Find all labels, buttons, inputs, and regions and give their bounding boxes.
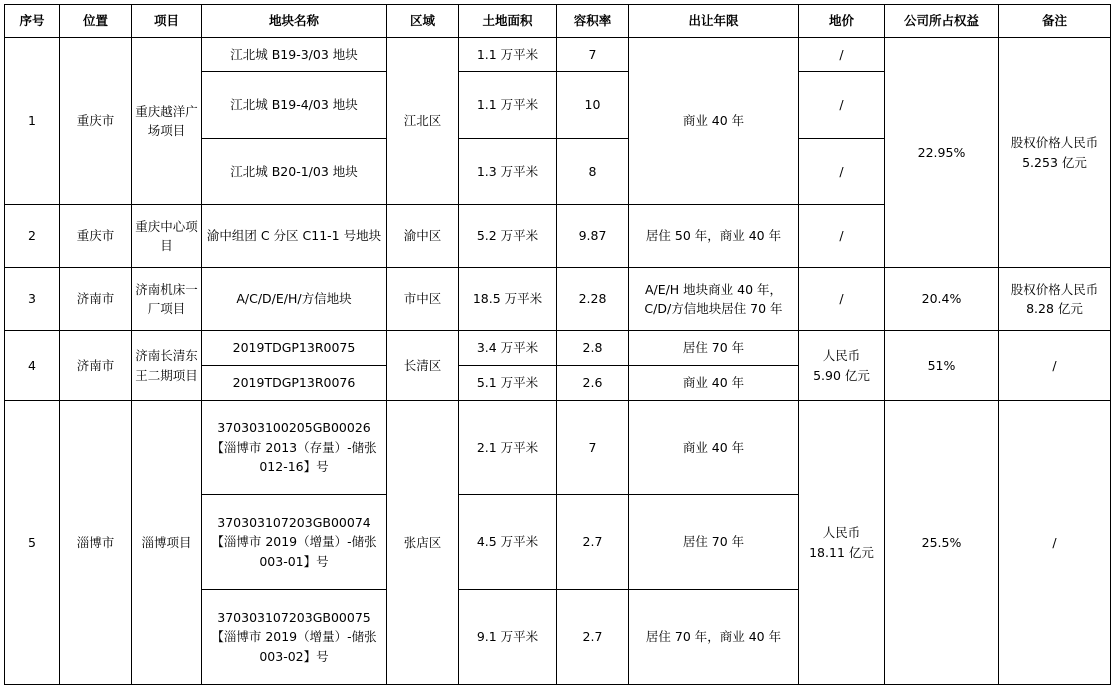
remarks-cell: 股权价格人民币 8.28 亿元: [999, 268, 1111, 331]
lease-term-cell: 商业 40 年: [629, 366, 799, 401]
remarks-cell: 股权价格人民币 5.253 亿元: [999, 38, 1111, 268]
header-row: [5, 5, 1111, 38]
lease-term-cell: 商业 40 年: [629, 38, 799, 205]
plot-name-cell: 2019TDGP13R0076: [202, 366, 387, 401]
location-cell: 重庆市: [60, 38, 132, 205]
lease-term-cell: 居住 70 年: [629, 495, 799, 590]
row-no: 2: [5, 205, 60, 268]
plot-ratio-cell: 2.7: [557, 590, 629, 685]
location-cell: 济南市: [60, 268, 132, 331]
location-cell: 淄博市: [60, 401, 132, 685]
header-district: 区域: [387, 5, 459, 38]
plot-name-cell: A/C/D/E/H/方信地块: [202, 268, 387, 331]
plot-name-cell: 370303107203GB00075 【淄博市 2019（增量）-储张 003-02】号: [202, 590, 387, 685]
remarks-cell: /: [999, 401, 1111, 685]
land-price-cell: /: [799, 139, 885, 205]
plot-name-cell: 370303107203GB00074 【淄博市 2019（增量）-储张 003-01】号: [202, 495, 387, 590]
district-cell: 长清区: [387, 331, 459, 401]
land-area-cell: 9.1 万平米: [459, 590, 557, 685]
plot-ratio-cell: 2.28: [557, 268, 629, 331]
plot-name-cell: 江北城 B19-4/03 地块: [202, 72, 387, 139]
plot-name-cell: 370303100205GB00026 【淄博市 2013（存量）-储张 012-16】号: [202, 401, 387, 495]
row-no: 1: [5, 38, 60, 205]
plot-ratio-cell: 10: [557, 72, 629, 139]
plot-ratio-cell: 7: [557, 401, 629, 495]
table-row: [5, 331, 1111, 366]
plot-name-cell: 渝中组团 C 分区 C11-1 号地块: [202, 205, 387, 268]
land-area-cell: 5.1 万平米: [459, 366, 557, 401]
remarks-cell: /: [999, 331, 1111, 401]
location-cell: 重庆市: [60, 205, 132, 268]
lease-term-cell: A/E/H 地块商业 40 年， C/D/方信地块居住 70 年: [629, 268, 799, 331]
plot-ratio-cell: 8: [557, 139, 629, 205]
row-no: 4: [5, 331, 60, 401]
land-area-cell: 18.5 万平米: [459, 268, 557, 331]
header-land-price: 地价: [799, 5, 885, 38]
land-price-cell: /: [799, 72, 885, 139]
land-parcel-table: [4, 4, 1111, 685]
equity-share-cell: 51%: [885, 331, 999, 401]
row-no: 3: [5, 268, 60, 331]
header-lease-term: 出让年限: [629, 5, 799, 38]
lease-term-cell: 商业 40 年: [629, 401, 799, 495]
lease-term-cell: 居住 70 年，商业 40 年: [629, 590, 799, 685]
land-area-cell: 1.1 万平米: [459, 72, 557, 139]
header-equity-share: 公司所占权益: [885, 5, 999, 38]
plot-ratio-cell: 9.87: [557, 205, 629, 268]
project-cell: 重庆越洋广场项目: [132, 38, 202, 205]
row-no: 5: [5, 401, 60, 685]
table-row: [5, 401, 1111, 495]
lease-term-cell: 居住 70 年: [629, 331, 799, 366]
land-price-cell: 人民币 18.11 亿元: [799, 401, 885, 685]
district-cell: 渝中区: [387, 205, 459, 268]
plot-ratio-cell: 7: [557, 38, 629, 72]
project-cell: 济南机床一厂项目: [132, 268, 202, 331]
project-cell: 淄博项目: [132, 401, 202, 685]
land-area-cell: 1.3 万平米: [459, 139, 557, 205]
header-land-area: 土地面积: [459, 5, 557, 38]
header-remarks: 备注: [999, 5, 1111, 38]
land-area-cell: 1.1 万平米: [459, 38, 557, 72]
header-no: 序号: [5, 5, 60, 38]
table-row: [5, 268, 1111, 331]
equity-share-cell: 22.95%: [885, 38, 999, 268]
project-cell: 重庆中心项目: [132, 205, 202, 268]
plot-name-cell: 2019TDGP13R0075: [202, 331, 387, 366]
district-cell: 张店区: [387, 401, 459, 685]
table-row: [5, 38, 1111, 72]
district-cell: 市中区: [387, 268, 459, 331]
lease-term-cell: 居住 50 年，商业 40 年: [629, 205, 799, 268]
land-area-cell: 3.4 万平米: [459, 331, 557, 366]
land-price-cell: /: [799, 38, 885, 72]
plot-name-cell: 江北城 B19-3/03 地块: [202, 38, 387, 72]
header-plot-name: 地块名称: [202, 5, 387, 38]
equity-share-cell: 20.4%: [885, 268, 999, 331]
plot-ratio-cell: 2.7: [557, 495, 629, 590]
plot-name-cell: 江北城 B20-1/03 地块: [202, 139, 387, 205]
land-area-cell: 5.2 万平米: [459, 205, 557, 268]
land-price-cell: /: [799, 268, 885, 331]
land-price-cell: 人民币 5.90 亿元: [799, 331, 885, 401]
header-plot-ratio: 容积率: [557, 5, 629, 38]
district-cell: 江北区: [387, 38, 459, 205]
header-project: 项目: [132, 5, 202, 38]
plot-ratio-cell: 2.6: [557, 366, 629, 401]
land-area-cell: 4.5 万平米: [459, 495, 557, 590]
land-price-cell: /: [799, 205, 885, 268]
plot-ratio-cell: 2.8: [557, 331, 629, 366]
project-cell: 济南长清东王二期项目: [132, 331, 202, 401]
land-area-cell: 2.1 万平米: [459, 401, 557, 495]
equity-share-cell: 25.5%: [885, 401, 999, 685]
location-cell: 济南市: [60, 331, 132, 401]
header-location: 位置: [60, 5, 132, 38]
